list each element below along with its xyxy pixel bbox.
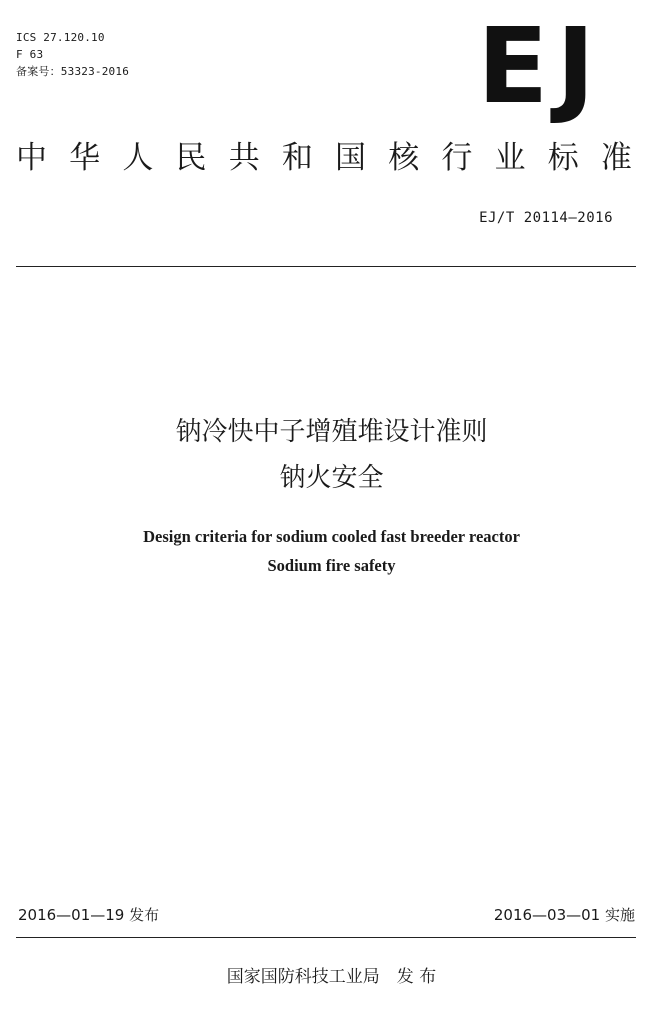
industry-char: 华 — [69, 140, 101, 176]
industry-char: 中 — [16, 140, 47, 176]
title-cn-line1: 钠冷快中子增殖堆设计准则 — [175, 417, 488, 447]
ics-code: ICS 27.120.10 — [16, 31, 105, 44]
industry-char: 业 — [494, 140, 526, 176]
title-cn-line2: 钠火安全 — [279, 463, 384, 493]
industry-standard-title — [16, 138, 632, 178]
bottom-divider — [16, 937, 636, 938]
top-divider — [16, 266, 636, 267]
industry-char: 行 — [441, 140, 473, 176]
industry-char: 准 — [600, 140, 632, 176]
ccs-code: F 63 — [16, 48, 44, 61]
industry-char: 共 — [228, 140, 260, 176]
standard-code: EJ/T 20114—2016 — [479, 210, 613, 226]
industry-char: 标 — [547, 140, 579, 176]
issue-date: 2016—01—19 发布 — [18, 906, 160, 924]
industry-char: 国 — [335, 140, 367, 176]
industry-char: 和 — [281, 140, 313, 176]
title-en-line2: Sodium fire safety — [267, 556, 396, 575]
industry-char: 人 — [122, 140, 154, 176]
industry-char: 核 — [388, 140, 420, 176]
ej-logo: EJ — [477, 5, 603, 127]
industry-char: 民 — [175, 140, 207, 176]
filing-number: 备案号：53323-2016 — [16, 65, 130, 78]
publisher: 国家国防科技工业局 发 布 — [226, 967, 437, 987]
implementation-date: 2016—03—01 实施 — [493, 906, 635, 924]
title-en-line1: Design criteria for sodium cooled fast breeder reactor — [143, 527, 520, 546]
